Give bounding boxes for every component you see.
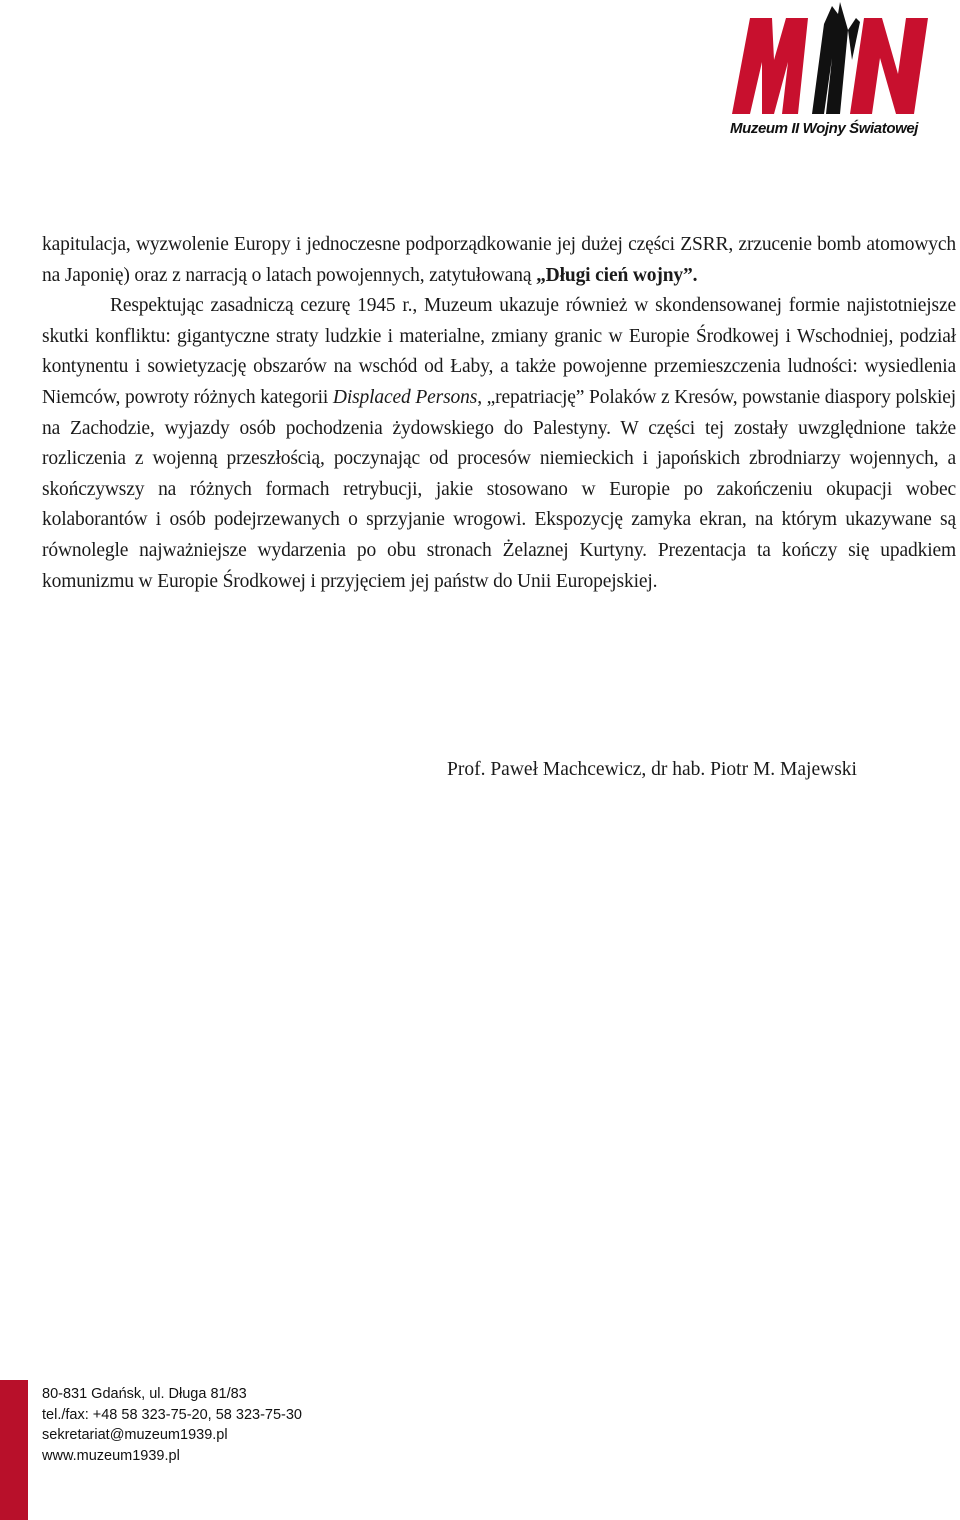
paragraph-2-text-a: Respektując zasadniczą cezurę 1945 r., Muzeum ukazuje również w skondensowanej formie najistotniejsze skutki konfliktu: gigantyczne straty ludzkie i materialne, zmiany granic w Europie Środkowej i Wschodniej, podział kontynentu i sowietyzację obszarów na wschód od Łaby, a także powojenne przemieszczenia ludności: wysiedlenia Niemców, powroty różnych kategorii: [42, 295, 956, 408]
footer: [0, 1378, 960, 1520]
long-shadow-title: „Długi cień wojny”.: [536, 264, 698, 286]
footer-website[interactable]: www.muzeum1939.pl: [42, 1447, 180, 1464]
museum-logo: [728, 0, 950, 145]
main-text: [42, 230, 956, 597]
footer-email[interactable]: sekretariat@muzeum1939.pl: [42, 1427, 228, 1443]
paragraph-1-text: kapitulacja, wyzwolenie Europy i jednoczesne podporządkowanie jej dużej części ZSRR, zrzucenie bomb atomowych na Japonię) oraz z narracją o latach powojennych, zatytułowaną: [42, 234, 956, 286]
paragraph-2: [42, 291, 956, 597]
paragraph-1: [42, 230, 956, 291]
paragraph-2-text-b: , „repatriację” Polaków z Kresów, powstanie diaspory polskiej na Zachodzie, wyjazdy osób pochodzenia żydowskiego do Palestyny. W części tej zostały uwzględnione także rozliczenia z wojenną przeszłością, poczynając od procesów niemieckich i japońskich zbrodniarzy wojennych, a skończywszy na różnych formach retrybucji, jakie stosowano w Europie po zakończeniu okupacji wobec kolaborantów i osób podejrzewanych o sprzyjanie wrogowi. Ekspozycję zamyka ekran, na którym ukazywane są równolegle najważniejsze wydarzenia po obu stronach Żelaznej Kurtyny. Prezentacja ta kończy się upadkiem komunizmu w Europie Środkowej i przyjęciem jej państw do Unii Europejskiej.: [42, 386, 956, 592]
authors-signature: Prof. Paweł Machcewicz, dr hab. Piotr M. Majewski: [447, 759, 857, 780]
footer-address: 80-831 Gdańsk, ul. Długa 81/83: [42, 1386, 247, 1402]
museum-logo-mark: [728, 0, 950, 118]
displaced-persons-term: Displaced Persons: [332, 386, 478, 408]
logo-caption: Muzeum II Wojny Światowej: [730, 120, 919, 137]
footer-contact: [42, 1384, 302, 1466]
footer-accent-bar: [0, 1380, 28, 1520]
footer-phone: tel./fax: +48 58 323-75-20, 58 323-75-30: [42, 1406, 302, 1423]
